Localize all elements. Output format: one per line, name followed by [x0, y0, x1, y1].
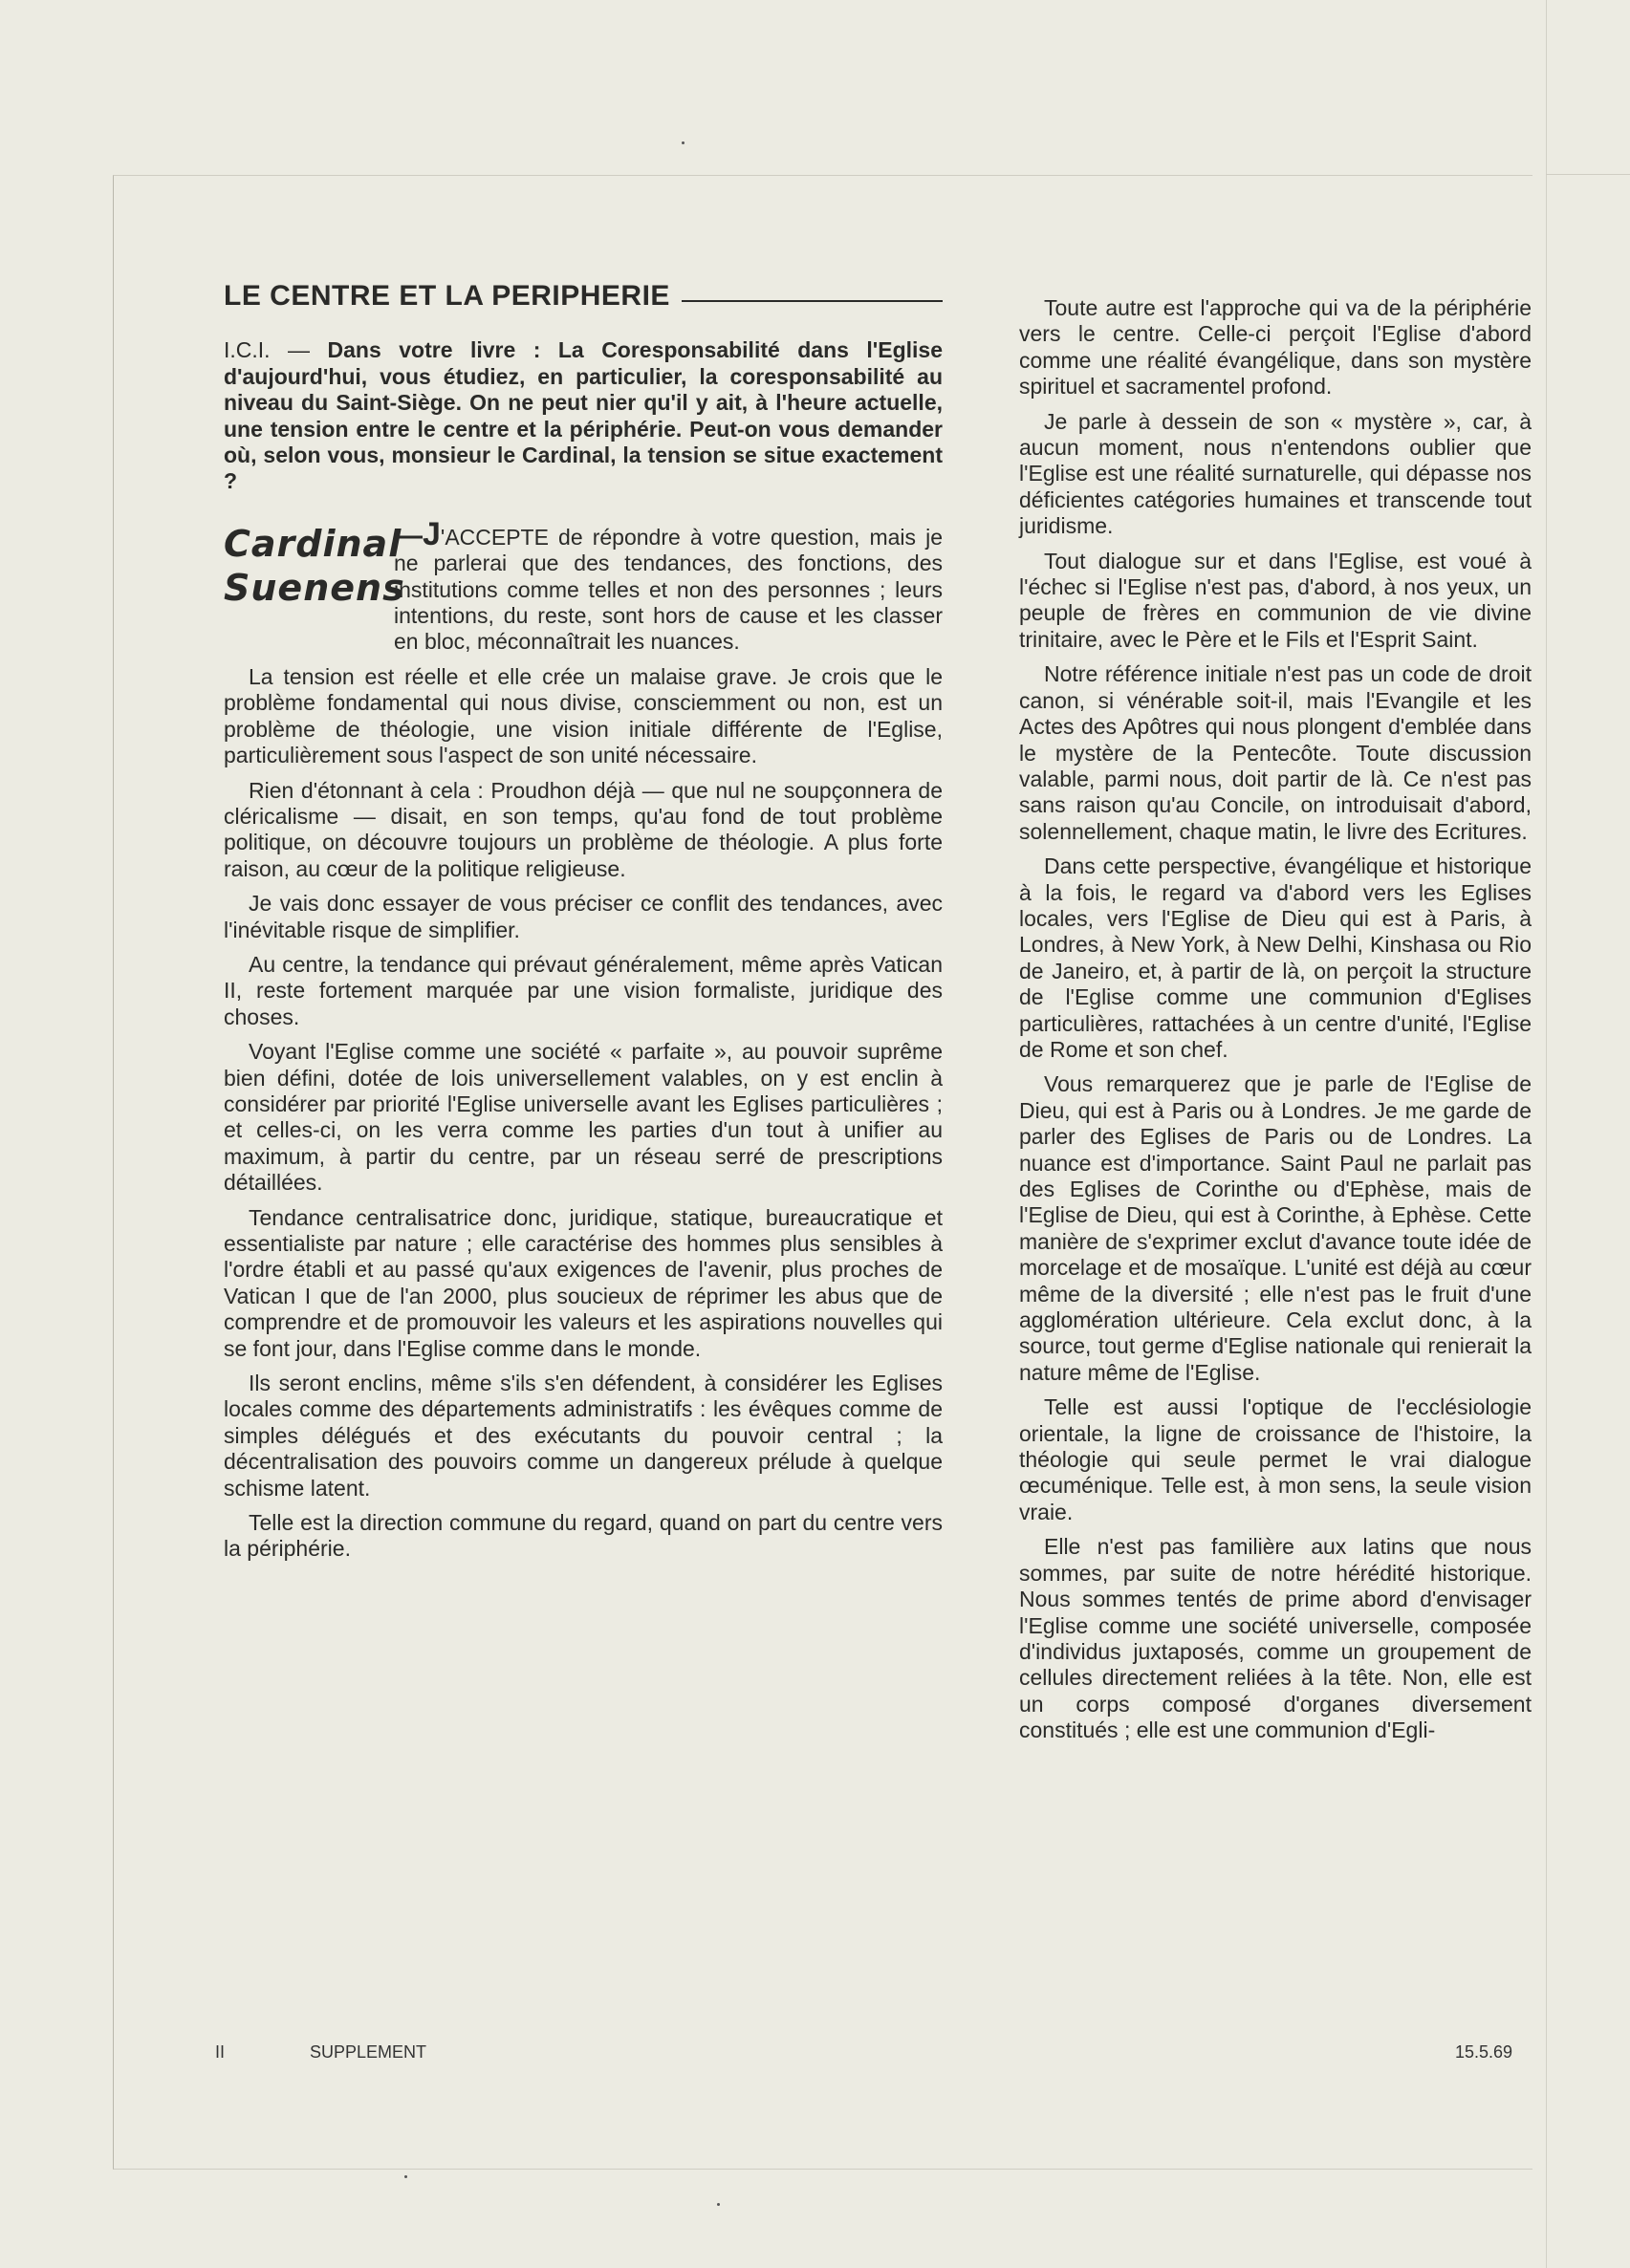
headline-rule: [682, 300, 943, 302]
paragraph: Elle n'est pas familière aux latins que nous sommes, par suite de notre hérédité historique. Nous sommes tentés de prime abord d'envisager l'Eglise comme une société universelle, composée d'individus juxtaposés, comme un groupement de cellules directement reliées à la tête. Non, elle est un corps composé d'organes diversement constitués ; elle est une communion d'Egli-: [1019, 1534, 1532, 1743]
sheet-edge-top: [1546, 174, 1630, 175]
print-speck: [717, 2203, 720, 2206]
footer-page-number: II: [215, 2042, 226, 2062]
right-column: [1019, 295, 1532, 1753]
paragraph: Au centre, la tendance qui prévaut généralement, même après Vatican II, reste fortement marquée par une vision formaliste, juridique des choses.: [224, 951, 943, 1029]
drop-cap: J: [423, 515, 441, 552]
answer-opening: [224, 515, 943, 656]
speaker-name: [224, 522, 405, 656]
print-speck: [404, 2175, 407, 2178]
footer-date: 15.5.69: [1455, 2042, 1513, 2062]
answer-dash: —: [394, 519, 423, 551]
paragraph: Je vais donc essayer de vous préciser ce conflit des tendances, avec l'inévitable risque de simplifier.: [224, 891, 943, 942]
paragraph: Tout dialogue sur et dans l'Eglise, est voué à l'échec si l'Eglise n'est pas, d'abord, à nos yeux, un peuple de frères en communion de vie divine trinitaire, avec le Père et le Fils et l'Esprit Saint.: [1019, 548, 1532, 652]
paragraph: Voyant l'Eglise comme une société « parfaite », au pouvoir suprême bien défini, dotée de lois universellement valables, on y est enclin à considérer par priorité l'Eglise universelle avant les Eglises particulières ; et celles-ci, on les verra comme les parties d'un tout à unifier au maximum, à partir du centre, par un réseau serré de prescriptions détaillées.: [224, 1039, 943, 1196]
footer-section: SUPPLEMENT: [310, 2042, 427, 2062]
sheet-edge-right: [1546, 0, 1547, 2268]
paragraph: La tension est réelle et elle crée un malaise grave. Je crois que le problème fondamental qui nous divise, consciemment ou non, est un problème de théologie, une vision initiale différente de l'Eglise, particulièrement sous l'aspect de son unité nécessaire.: [224, 663, 943, 768]
speaker-surname: Suenens: [224, 566, 405, 609]
paragraph: Toute autre est l'approche qui va de la périphérie vers le centre. Celle-ci perçoit l'Eglise d'abord comme une réalité évangélique, dans son mystère spirituel et sacramentel profond.: [1019, 295, 1532, 400]
headline-text: LE CENTRE ET LA PERIPHERIE: [224, 280, 670, 312]
article-headline: [224, 280, 943, 312]
paragraph: Notre référence initiale n'est pas un code de droit canon, si vénérable soit-il, mais l'Evangile et les Actes des Apôtres qui nous plongent d'emblée dans le mystère de la Pentecôte. Toute discussion valable, parmi nous, doit partir de là. Ce n'est pas sans raison qu'au Concile, on introduisait d'abord, solennellement, chaque matin, le livre des Ecritures.: [1019, 661, 1532, 844]
speaker-title: Cardinal: [224, 522, 402, 565]
answer-first-text: 'ACCEPTE de répondre à votre question, mais je ne parlerai que des tendances, des fonctions, des institutions comme telles et non des personnes ; leurs intentions, du reste, sont hors de cause et les classer en bloc, méconnaîtrait les nuances.: [394, 524, 943, 655]
left-column: [224, 280, 944, 1571]
paragraph: Tendance centralisatrice donc, juridique, statique, bureaucratique et essentialiste par nature ; elle caractérise des hommes plus sensibles à l'ordre établi et au passé qu'aux exigences de l'avenir, plus proches de Vatican I que de l'an 2000, plus soucieux de réprimer les abus que de comprendre et de promouvoir les valeurs et les aspirations nouvelles qui se font jour, dans l'Eglise comme dans le monde.: [224, 1204, 943, 1361]
paragraph: Vous remarquerez que je parle de l'Eglise de Dieu, qui est à Paris ou à Londres. Je me garde de parler des Eglises de Paris ou de Londres. La nuance est d'importance. Saint Paul ne parlait pas des Eglises de Corinthe ou d'Ephèse, mais de l'Eglise de Dieu, qui est à Corinthe, à Ephèse. Cette manière de s'exprimer exclut d'avance toute idée de morcelage et de mosaïque. L'unité est déjà au cœur même de la diversité ; elle n'est pas le fruit d'une agglomération ultérieure. Cela exclut donc, à la source, tout germe d'Eglise nationale qui renierait la nature même de l'Eglise.: [1019, 1071, 1532, 1385]
interview-question: [224, 337, 943, 494]
paragraph: Dans cette perspective, évangélique et historique à la fois, le regard va d'abord vers les Eglises locales, vers l'Eglise de Dieu qui est à Paris, à Londres, à New York, à New Delhi, Kinshasa ou Rio de Janeiro, et, à partir de là, on perçoit la structure de l'Eglise comme une communion d'Eglises particulières, rattachées à un centre d'unité, l'Eglise de Rome et son chef.: [1019, 853, 1532, 1062]
paragraph: Ils seront enclins, même s'ils s'en défendent, à considérer les Eglises locales comme des départements administratifs : les évêques comme de simples délégués et des exécutants du pouvoir central ; la décentralisation des pouvoirs comme un dangereux prélude à quelque schisme latent.: [224, 1371, 943, 1501]
print-speck: [682, 141, 685, 144]
paragraph: Telle est aussi l'optique de l'ecclésiologie orientale, la ligne de croissance de l'histoire, la théologie qui seule permet le vrai dialogue œcuménique. Telle est, à mon sens, la seule vision vraie.: [1019, 1394, 1532, 1524]
paragraph: Rien d'étonnant à cela : Proudhon déjà — que nul ne soupçonnera de cléricalisme — disait, en son temps, qu'au fond de tout problème politique, on découvre toujours un problème de théologie. A plus forte raison, au cœur de la politique religieuse.: [224, 777, 943, 881]
question-text: Dans votre livre : La Coresponsabilité dans l'Eglise d'aujourd'hui, vous étudiez, en particulier, la coresponsabilité au niveau du Saint-Siège. On ne peut nier qu'il y ait, à l'heure actuelle, une tension entre le centre et la périphérie. Peut-on vous demander où, selon vous, monsieur le Cardinal, la tension se situe exactement ?: [224, 337, 944, 494]
paragraph: Je parle à dessein de son « mystère », car, à aucun moment, nous n'entendons oublier que l'Eglise est une réalité surnaturelle, qui dépasse nos déficientes catégories humaines et transcende tout juridisme.: [1019, 408, 1532, 539]
question-lead: I.C.I. —: [224, 337, 311, 363]
answer-first-paragraph: [394, 515, 943, 656]
paragraph: Telle est la direction commune du regard, quand on part du centre vers la périphérie.: [224, 1510, 943, 1562]
